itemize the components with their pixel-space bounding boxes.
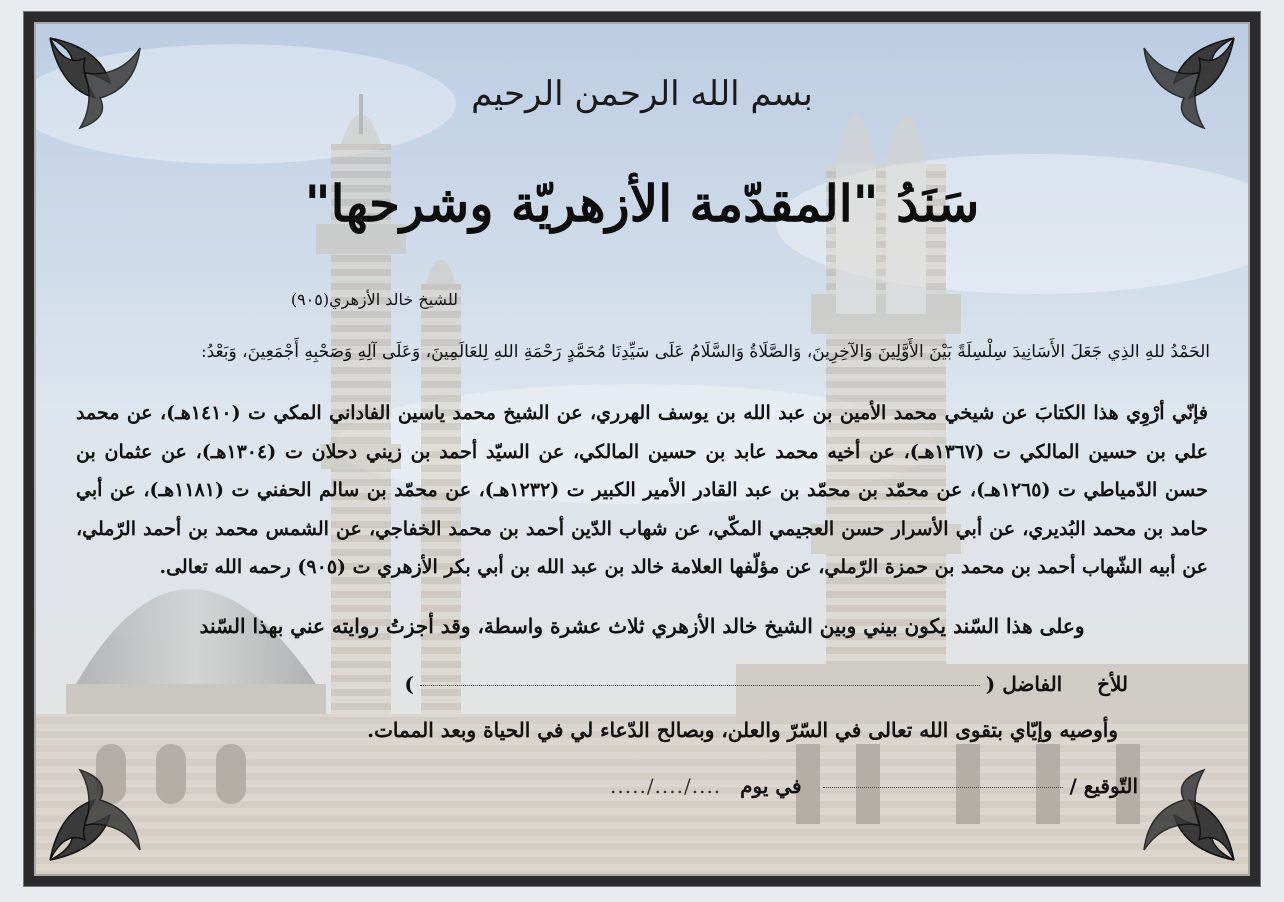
certificate-content bbox=[36, 24, 1248, 874]
recipient-label-brother: للأخ bbox=[1097, 672, 1128, 696]
date-field[interactable]: ..../..../..... bbox=[610, 774, 722, 798]
recipient-open-paren: ( bbox=[985, 672, 996, 696]
signature-field[interactable] bbox=[823, 787, 1063, 788]
intro-text: الحَمْدُ للهِ الذِي جَعَلَ الأَسَانِيدَ سِلْسِلَةً بَيْنَ الأَوَّلِينَ وَالآخِرِينَ، وَالصَّلَاةُ وَالسَّلَامُ عَلَى سَيِّدِنَا مُحَمَّدٍ رَحْمَةِ اللهِ لِلعَالَمِينَ، وَعَلَى آلِهِ وَصَحْبِهِ أَجْمَعِينَ، وَبَعْدُ: bbox=[200, 342, 1210, 362]
date-day-label: في يوم bbox=[740, 774, 802, 798]
certificate-frame bbox=[34, 22, 1250, 876]
chain-of-narration-text: فإنّي أرْوِي هذا الكتابَ عن شيخي محمد الأمين بن عبد الله بن يوسف الهرري، عن الشيخ محمد ياسين الفاداني المكي ت (١٤١٠هـ)، عن محمد علي بن حسين المالكي ت (١٣٦٧هـ)، عن أخيه محمد عابد بن حسين المالكي، عن السيّد أحمد بن زيني دحلان ت (١٣٠٤هـ)، عن عثمان بن حسن الدّمياطي ت (١٢٦٥هـ)، عن محمّد بن محمّد بن عبد القادر الأمير الكبير ت (١٢٣٢هـ)، عن محمّد بن سالم الحفني ت (١١٨١هـ)، عن أبي حامد بن محمد البُديري، عن أبي الأسرار حسن العجيمي المكّي، عن شهاب الدّين أحمد بن محمد الخفاجي، عن الشمس محمد بن أحمد الرّملي، عن أبيه الشّهاب أحمد بن محمد بن حمزة الرّملي، عن مؤلّفها العلامة خالد بن عبد الله بن أبي بكر الأزهري ت (٩٠٥) رحمه الله تعالى. bbox=[76, 402, 1209, 578]
signature-label: التّوقيع / bbox=[1069, 774, 1138, 798]
advice-line: وأوصيه وإيّاي بتقوى الله تعالى في السّرّ والعلن، وبصالح الدّعاء لي في الحياة وبعد الممات. bbox=[367, 718, 1118, 742]
chain-summary-line: وعلى هذا السّند يكون بيني وبين الشيخ خالد الأزهري ثلاث عشرة واسطة، وقد أجزتُ روايته عني بهذا السّند bbox=[199, 614, 1085, 638]
signature-line bbox=[610, 774, 1138, 798]
recipient-close-paren: ) bbox=[404, 672, 414, 696]
recipient-name-field[interactable] bbox=[420, 685, 980, 686]
author-line: للشيخ خالد الأزهري(٩٠٥) bbox=[290, 290, 458, 309]
basmala: بسم الله الرحمن الرحيم bbox=[471, 74, 813, 114]
certificate-title: سَنَدُ "المقدّمة الأزهريّة وشرحها" bbox=[304, 174, 980, 233]
recipient-line bbox=[404, 672, 1128, 696]
recipient-label-virtuous: الفاضل bbox=[1002, 672, 1063, 696]
certificate-page bbox=[24, 12, 1260, 886]
